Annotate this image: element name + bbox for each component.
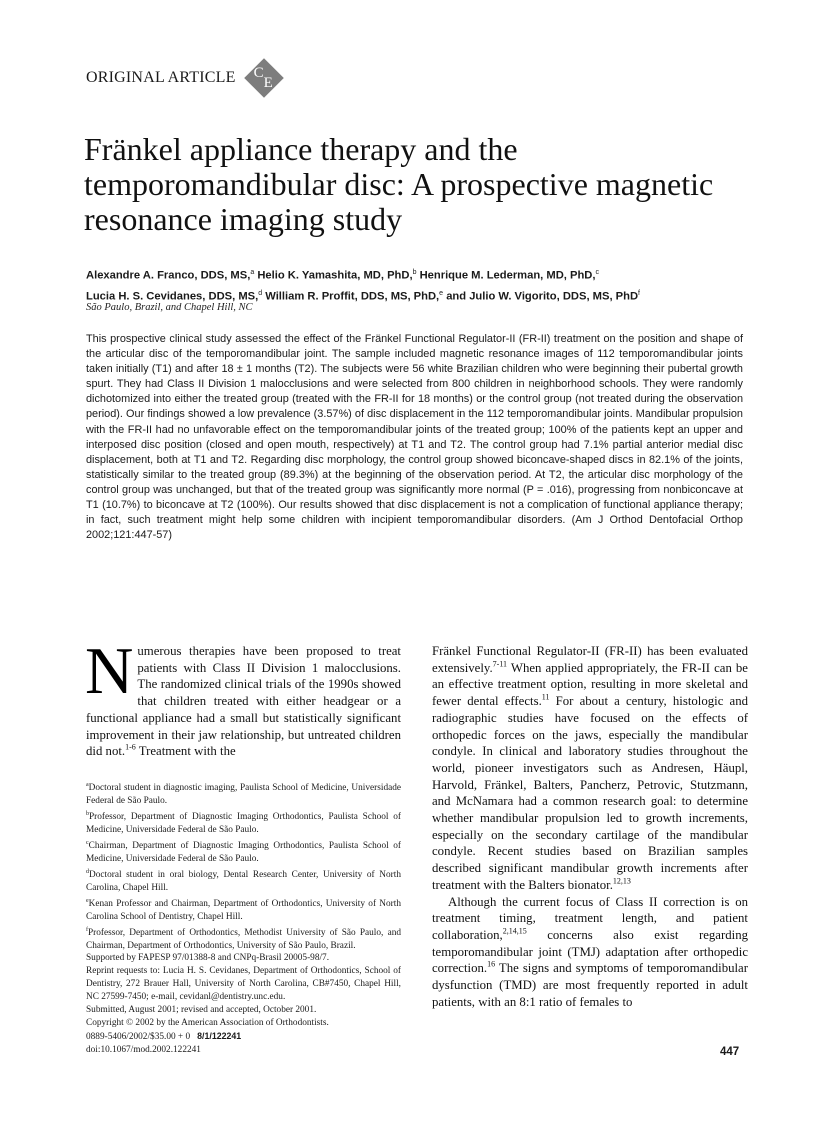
body-text-run: concerns also exist regarding temporomandibular joint (TMJ) adaptation after orthopedic correction. bbox=[432, 927, 748, 976]
author-mark: c bbox=[595, 269, 599, 276]
body-paragraph bbox=[432, 643, 748, 894]
footnote-affiliation bbox=[86, 866, 401, 895]
issn-code: 8/1/122241 bbox=[197, 1030, 242, 1041]
footnote-text: Professor, Department of Diagnostic Imaging Orthodontics, Paulista School of Medicine, Universidade Federal de São Paulo. bbox=[86, 812, 401, 835]
page-number: 447 bbox=[720, 1046, 740, 1058]
badge-letter-c: C bbox=[253, 65, 264, 81]
footnote-mark: e bbox=[86, 897, 89, 904]
author-mark: d bbox=[258, 289, 263, 297]
body-text-run: Although the current focus of Class II correction is on treatment timing, treatment length, and patient collaboration, bbox=[432, 894, 748, 942]
author: Helio K. Yamashita, MD, PhD, bbox=[257, 269, 413, 282]
issn-line bbox=[86, 1030, 401, 1044]
body-text-run: The signs and symptoms of temporomandibular dysfunction (TMD) are most frequently reported in adult patients, with an 8:1 ratio of females to bbox=[432, 961, 748, 1009]
footnotes bbox=[86, 779, 401, 1057]
reference-mark: 2,14,15 bbox=[502, 926, 527, 936]
footnote-text: Doctoral student in oral biology, Dental Research Center, University of North Carolina, Chapel Hill. bbox=[86, 869, 401, 893]
footnote-text: Doctoral student in diagnostic imaging, Paulista School of Medicine, Universidade Federal de São Paulo. bbox=[86, 783, 401, 806]
author: William R. Proffit, DDS, MS, PhD, bbox=[265, 290, 440, 303]
footnote-text: Chairman, Department of Diagnostic Imaging Orthodontics, Paulista School of Medicine, Universidade Federal de São Paulo. bbox=[86, 840, 401, 864]
reference-mark: 12,13 bbox=[612, 876, 631, 886]
author-mark: a bbox=[250, 269, 255, 276]
issn: 0889-5406/2002/$35.00 + 0 bbox=[86, 1031, 191, 1042]
footnote-mark: f bbox=[86, 926, 88, 933]
reference-mark: 11 bbox=[541, 692, 550, 702]
body-column-left bbox=[85, 634, 401, 760]
author-location: São Paulo, Brazil, and Chapel Hill, NC bbox=[86, 302, 253, 313]
footnote-affiliation bbox=[86, 837, 401, 866]
author-list bbox=[86, 264, 766, 305]
author-mark: f bbox=[638, 289, 640, 297]
body-text-run: For about a century, histologic and radiographic studies have focused on the effects of orthopedic forces on the jaws, especially the mandibular condyle. In clinical and laboratory studies throughout the world, pioneer investigators such as Andresen, Häupl, Harvold, Fränkel, Balters, Pancherz, Petrovic, Stutzmann, and McNamara had a common research goal: to determine whether mandibular propulsion led to growth increments, especially on the secondary cartilage of the mandibular condyle. Recent studies based on Brazilian samples described significant mandibular growth increments after treatment with the Balters bionator. bbox=[432, 694, 749, 892]
badge-letter-e: E bbox=[263, 75, 273, 91]
body-paragraph bbox=[432, 894, 748, 1011]
abstract bbox=[86, 332, 743, 543]
author: Henrique M. Lederman, MD, PhD, bbox=[419, 269, 596, 282]
continuing-education-diamond-icon bbox=[244, 58, 284, 98]
doi: doi:10.1067/mod.2002.122241 bbox=[86, 1044, 201, 1055]
submission-dates: Submitted, August 2001; revised and accepted, October 2001. bbox=[86, 1005, 317, 1016]
abstract-text: This prospective clinical study assessed the effect of the Fränkel Functional Regulator-II (FR-II) treatment on the position and shape of the articular disc of the temporomandibular joint. The sample included magnetic resonance images of 112 temporomandibular joints taken initially (T1) and after 18 ± 1 months (T2). The subjects were 56 white Brazilian children who were beginning their pubertal growth spurt. They had Class II Division 1 malocclusions and were selected from 800 children in neighborhood schools. They were randomly dichotomized into either the treated group (treated with the FR-II for 18 months) or the control group (not treated during the observation period). Our findings showed a low prevalence (3.57%) of disc displacement in the 112 temporomandibular joints. Mandibular propulsion with the FR-II had no unfavorable effect on the temporomandibular joints of the treated group; 100% of the patients kept an upper and interposed disc position (closed and open mouth, respectively) at T1 and T2. The control group had 7.1% partial anterior medial disc displacement, both at T1 and T2. Regarding disc morphology, the control group showed biconcave-shaped discs in 82.1% of the joints, statistically similar to the treated group (89.3%) at the beginning of the observation period. At T2, the articular disc morphology of the control group was unchanged, but that of the treated group was significantly more normal (P = .016), progressing from nonbiconcave at T1 (10.7%) to biconcave at T2 (100%). Our results showed that disc displacement is not a complication of functional appliance therapy; in fact, such treatment might help some children with incipient temporomandibular disorders. bbox=[86, 333, 743, 527]
footnote-affiliation bbox=[86, 779, 401, 808]
footnote-mark: c bbox=[86, 839, 89, 846]
author: Alexandre A. Franco, DDS, MS, bbox=[86, 269, 251, 282]
drop-cap: N bbox=[85, 634, 134, 708]
author: Lucia H. S. Cevidanes, DDS, MS, bbox=[86, 290, 259, 303]
footnote-affiliation bbox=[86, 924, 401, 953]
footnote-affiliation bbox=[86, 808, 401, 837]
citation: (Am J Orthod Dentofacial Orthop 2002;121:447-57) bbox=[86, 514, 743, 542]
author-mark: e bbox=[439, 289, 444, 297]
footnote-affiliation bbox=[86, 895, 401, 924]
body-column-right bbox=[432, 643, 748, 1010]
copyright-notice: Copyright © 2002 by the American Association of Orthodontists. bbox=[86, 1017, 329, 1028]
footnote-text: Professor, Department of Orthodontics, Methodist University of São Paulo, and Chairman, Department of Orthodontics, University of São Paulo, Brazil. bbox=[86, 927, 401, 951]
author: Julio W. Vigorito, DDS, MS, PhD bbox=[469, 290, 639, 303]
funding-note: Supported by FAPESP 97/01388-8 and CNPq-Brasil 20005-98/7. bbox=[86, 953, 330, 964]
reference-mark: 16 bbox=[487, 960, 496, 970]
body-text-run: Treatment with the bbox=[135, 744, 236, 759]
footnote-mark: d bbox=[86, 868, 89, 875]
body-paragraph bbox=[85, 634, 401, 760]
section-label: ORIGINAL ARTICLE bbox=[86, 69, 236, 86]
footnote-text: Kenan Professor and Chairman, Department of Orthodontics, University of North Carolina School of Dentistry, Chapel Hill. bbox=[86, 898, 401, 922]
body-text-run: When applied appropriately, the FR-II can be an effective treatment option, resulting in more skeletal and fewer dental effects. bbox=[432, 660, 748, 709]
author-conjunction: and bbox=[446, 290, 467, 303]
reprint-requests: Reprint requests to: Lucia H. S. Cevidanes, Department of Orthodontics, School of Dentistry, 272 Brauer Hall, University of North Carolina, CB#7450, Chapel Hill, NC 27599-7450; e-mail, cevidanl@dentistry.unc.edu. bbox=[86, 966, 401, 1003]
body-text-run: umerous therapies have been proposed to treat patients with Class II Division 1 malocclusions. The randomized clinical trials of the 1990s showed that children treated with either headgear or a functional appliance had a small but statistically significant improvement in their jaw relationship, but untreated children did not. bbox=[86, 644, 401, 759]
author-mark: b bbox=[412, 269, 417, 276]
reference-mark: 7-11 bbox=[492, 659, 508, 669]
footnote-mark: b bbox=[86, 810, 89, 817]
footnote-mark: a bbox=[86, 782, 89, 788]
article-title: Fränkel appliance therapy and the temporomandibular disc: A prospective magnetic resonance imaging study bbox=[84, 131, 714, 237]
body-text-run: Fränkel Functional Regulator-II (FR-II) has been evaluated extensively. bbox=[432, 644, 748, 675]
article-header bbox=[86, 58, 284, 98]
reference-mark: 1-6 bbox=[125, 742, 136, 752]
